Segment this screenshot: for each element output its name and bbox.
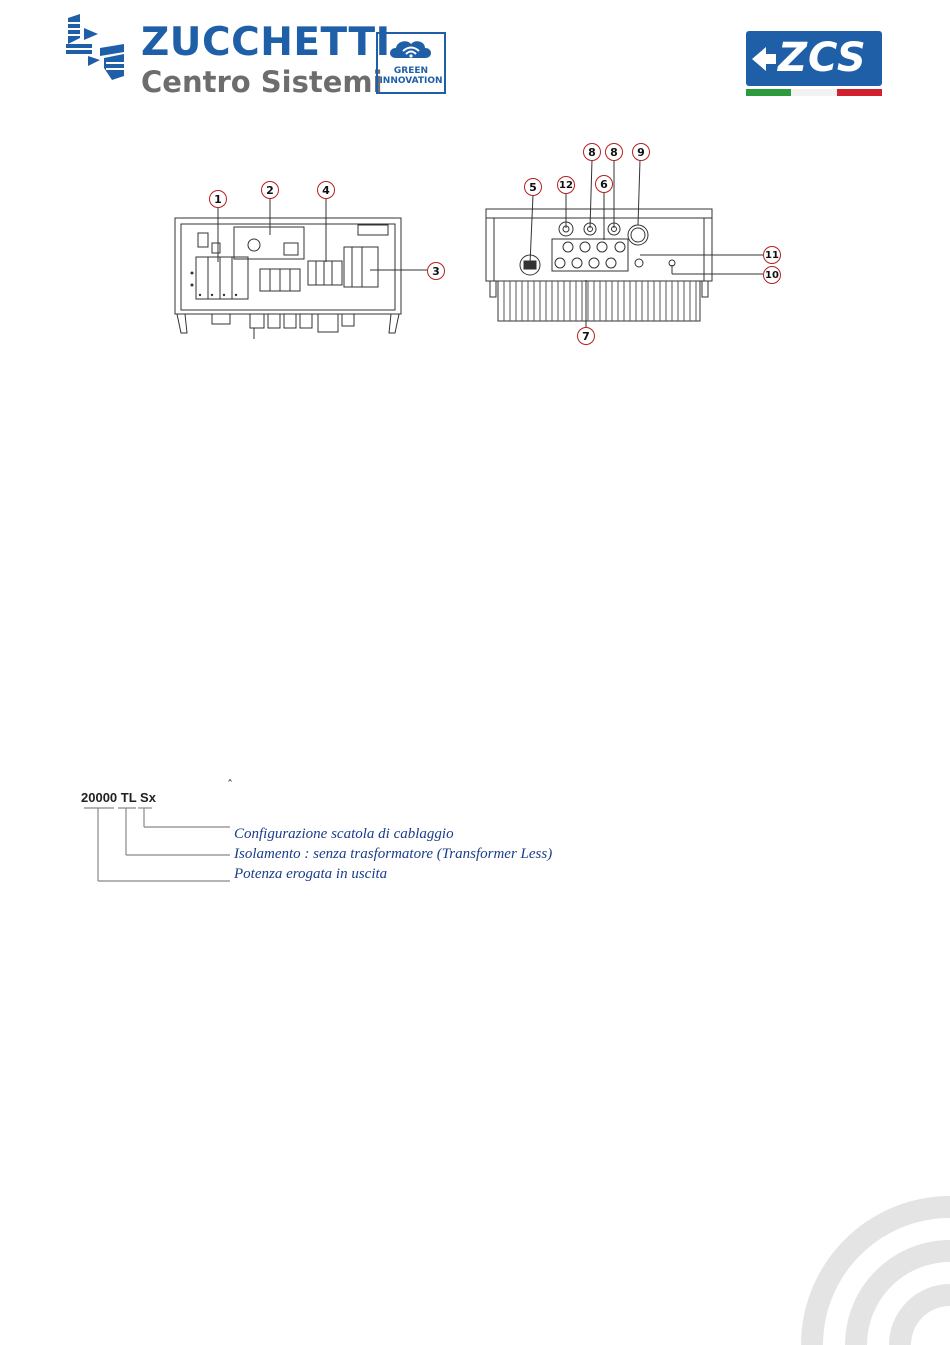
callout-2: 2	[261, 181, 279, 199]
callout-11: 11	[763, 246, 781, 264]
callout-7: 7	[577, 327, 595, 345]
callout-6: 6	[595, 175, 613, 193]
callout-3: 3	[427, 262, 445, 280]
decorative-corner-arcs	[790, 1185, 950, 1345]
badge-line-1: GREEN	[393, 66, 429, 76]
callout-12: 12	[557, 176, 575, 194]
description-power: Potenza erogata in uscita	[234, 866, 388, 882]
callout-9: 9	[632, 143, 650, 161]
marker-glyph: ˆ	[227, 778, 233, 792]
callout-8b: 8	[605, 143, 623, 161]
callout-10: 10	[763, 266, 781, 284]
description-configuration: Configurazione scatola di cablaggio	[234, 826, 454, 842]
zcs-logo-text: ZCS	[778, 35, 867, 81]
description-isolation: Isolamento : senza trasformatore (Transformer Less)	[234, 846, 553, 862]
company-subtitle: Centro Sistemi	[141, 65, 383, 99]
callout-5: 5	[524, 178, 542, 196]
company-name: ZUCCHETTI	[141, 20, 391, 65]
callout-8a: 8	[583, 143, 601, 161]
model-code: 20000 TL Sx	[81, 790, 156, 805]
callout-1: 1	[209, 190, 227, 208]
badge-line-2: INNOVATION	[379, 76, 443, 86]
callout-4: 4	[317, 181, 335, 199]
callout-leader-lines	[0, 0, 950, 360]
model-code-brackets	[80, 805, 240, 885]
